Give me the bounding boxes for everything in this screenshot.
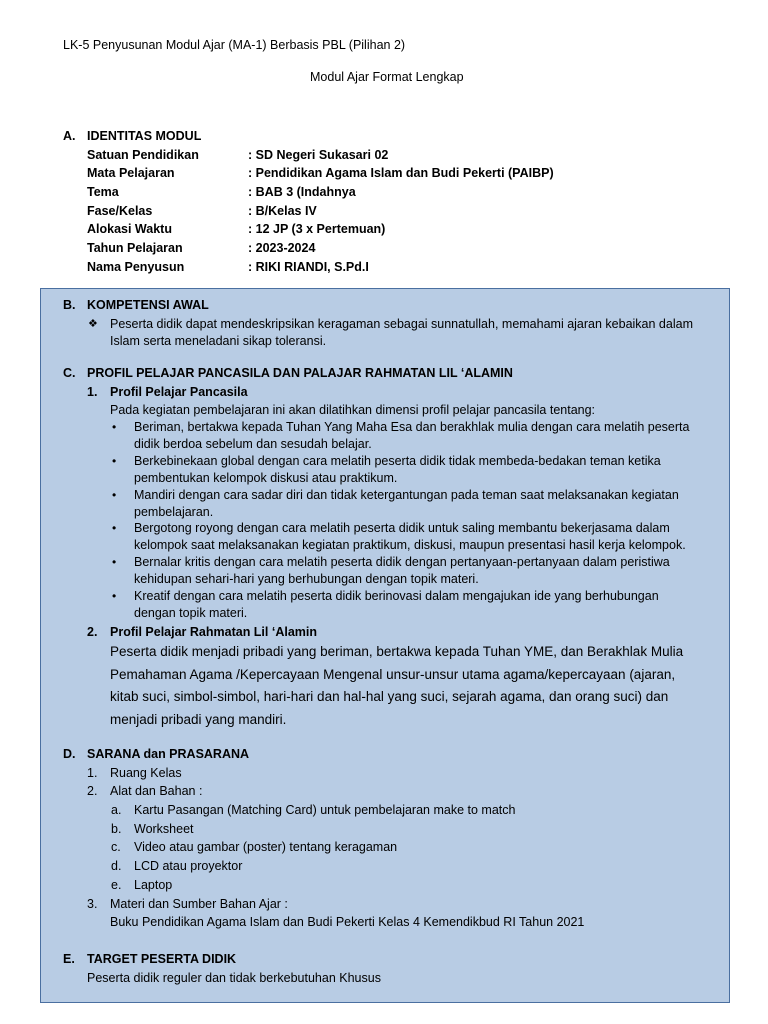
document-title: LK-5 Penyusunan Modul Ajar (MA-1) Berbasis PBL (Pilihan 2) xyxy=(63,38,406,52)
identity-value: : BAB 3 (Indahnya xyxy=(248,185,356,199)
list-number: 1. xyxy=(87,766,98,780)
list-item: Alat dan Bahan : xyxy=(110,784,203,798)
sublist-item: Laptop xyxy=(134,878,173,892)
text-line: didik berdoa sebelum dan sesudah belajar. xyxy=(134,436,372,451)
section-d-heading: SARANA dan PRASARANA xyxy=(87,747,250,761)
text-line: pembentukan kelompok diskusi atau praktikum. xyxy=(134,470,398,485)
sub1-title: Profil Pelajar Pancasila xyxy=(110,385,248,399)
list-item xyxy=(134,453,661,486)
text-line: Bergotong royong dengan cara melatih peserta didik untuk saling membantu bekerjasama dalam xyxy=(134,521,670,535)
sub1-number: 1. xyxy=(87,385,98,399)
section-e-heading: TARGET PESERTA DIDIK xyxy=(87,952,237,966)
list-number: 2. xyxy=(87,784,98,798)
list-item xyxy=(134,487,679,520)
list-item: Ruang Kelas xyxy=(110,766,182,780)
text-line: Bernalar kritis dengan cara melatih peserta didik dengan pertanyaan-pertanyaan dalam peristiwa xyxy=(134,555,670,569)
identity-value: : 12 JP (3 x Pertemuan) xyxy=(248,222,386,236)
identity-value: : RIKI RIANDI, S.Pd.I xyxy=(248,260,369,274)
text-line: Berkebinekaan global dengan cara melatih peserta didik tidak membeda-bedakan teman ketika xyxy=(134,454,661,468)
text-line: pembelajaran. xyxy=(134,504,214,519)
sublist-item: Worksheet xyxy=(134,822,194,836)
identity-label: Fase/Kelas xyxy=(87,204,153,218)
bullet-dot-icon: • xyxy=(112,589,117,603)
sublist-letter: d. xyxy=(111,859,122,873)
section-b-heading: KOMPETENSI AWAL xyxy=(87,298,209,312)
text-line: Peserta didik dapat mendeskripsikan keragaman sebagai sunnatullah, memahami ajaran kebaikan dalam xyxy=(110,317,693,331)
text-line: Pemahaman Agama /Kepercayaan Mengenal unsur-unsur utama agama/kepercayaan (ajaran, xyxy=(110,666,676,682)
list-item xyxy=(134,520,686,553)
identity-label: Mata Pelajaran xyxy=(87,166,175,180)
sublist-item: Kartu Pasangan (Matching Card) untuk pembelajaran make to match xyxy=(134,803,516,817)
section-c-heading: PROFIL PELAJAR PANCASILA DAN PALAJAR RAHMATAN LIL ‘ALAMIN xyxy=(87,366,513,380)
text-line: dengan topik materi. xyxy=(134,605,248,620)
kompetensi-text xyxy=(110,316,693,349)
list-item xyxy=(134,419,689,452)
section-e-letter: E. xyxy=(63,952,75,966)
sublist-letter: e. xyxy=(111,878,122,892)
identity-value: : Pendidikan Agama Islam dan Budi Pekerti (PAIBP) xyxy=(248,166,554,180)
document-subtitle: Modul Ajar Format Lengkap xyxy=(310,70,464,84)
text-line: Peserta didik menjadi pribadi yang beriman, bertakwa kepada Tuhan YME, dan Berakhlak Mulia xyxy=(110,644,684,659)
list-item xyxy=(134,554,670,587)
identity-label: Satuan Pendidikan xyxy=(87,148,199,162)
source-book-text: Buku Pendidikan Agama Islam dan Budi Pekerti Kelas 4 Kemendikbud RI Tahun 2021 xyxy=(110,915,585,929)
identity-label: Alokasi Waktu xyxy=(87,222,172,236)
target-text: Peserta didik reguler dan tidak berkebutuhan Khusus xyxy=(87,971,381,985)
sub2-number: 2. xyxy=(87,625,98,639)
text-line: kelompok saat melaksanakan kegiatan praktikum, diskusi, maupun presentasi hasil kerja kelompok. xyxy=(134,537,686,552)
text-line: Mandiri dengan cara sadar diri dan tidak ketergantungan pada teman saat melaksanakan kegiatan xyxy=(134,488,679,502)
section-a-letter: A. xyxy=(63,129,76,143)
identity-label: Tema xyxy=(87,185,119,199)
bullet-dot-icon: • xyxy=(112,454,117,468)
sublist-letter: a. xyxy=(111,803,122,817)
identity-value: : B/Kelas IV xyxy=(248,204,317,218)
bullet-dot-icon: • xyxy=(112,555,117,569)
text-line: Kreatif dengan cara melatih peserta didik berinovasi dalam mengajukan ide yang berhubungan xyxy=(134,589,659,603)
identity-label: Nama Penyusun xyxy=(87,260,185,274)
text-line: kehidupan sehari-hari yang berhubungan dengan topik materi. xyxy=(134,571,479,586)
text-line: Islam serta meneladani sikap toleransi. xyxy=(110,333,327,348)
text-line: Beriman, bertakwa kepada Tuhan Yang Maha Esa dan berakhlak mulia dengan cara melatih peserta xyxy=(134,420,690,434)
list-item xyxy=(134,588,659,621)
section-d-letter: D. xyxy=(63,747,76,761)
list-number: 3. xyxy=(87,897,98,911)
bullet-dot-icon: • xyxy=(112,420,117,434)
section-a-heading: IDENTITAS MODUL xyxy=(87,129,202,143)
diamond-bullet-icon: ❖ xyxy=(88,318,98,330)
sublist-letter: c. xyxy=(111,840,121,854)
text-line: menjadi pribadi yang mandiri. xyxy=(110,711,287,727)
sub2-title: Profil Pelajar Rahmatan Lil ‘Alamin xyxy=(110,625,318,639)
text-line: kitab suci, simbol-simbol, hari-hari dan hal-hal yang suci, sejarah agama, dan orang suci) dan xyxy=(110,689,669,704)
list-item: Materi dan Sumber Bahan Ajar : xyxy=(110,897,288,911)
sublist-item: LCD atau proyektor xyxy=(134,859,243,873)
section-c-letter: C. xyxy=(63,366,76,380)
section-b-letter: B. xyxy=(63,298,76,312)
sub1-intro: Pada kegiatan pembelajaran ini akan dilatihkan dimensi profil pelajar pancasila tentang: xyxy=(110,403,596,417)
rahmatan-text xyxy=(110,641,683,731)
identity-label: Tahun Pelajaran xyxy=(87,241,183,255)
bullet-dot-icon: • xyxy=(112,488,117,502)
sublist-item: Video atau gambar (poster) tentang keragaman xyxy=(134,840,398,854)
sublist-letter: b. xyxy=(111,822,122,836)
identity-value: : 2023-2024 xyxy=(248,241,316,255)
bullet-dot-icon: • xyxy=(112,521,117,535)
identity-value: : SD Negeri Sukasari 02 xyxy=(248,148,389,162)
